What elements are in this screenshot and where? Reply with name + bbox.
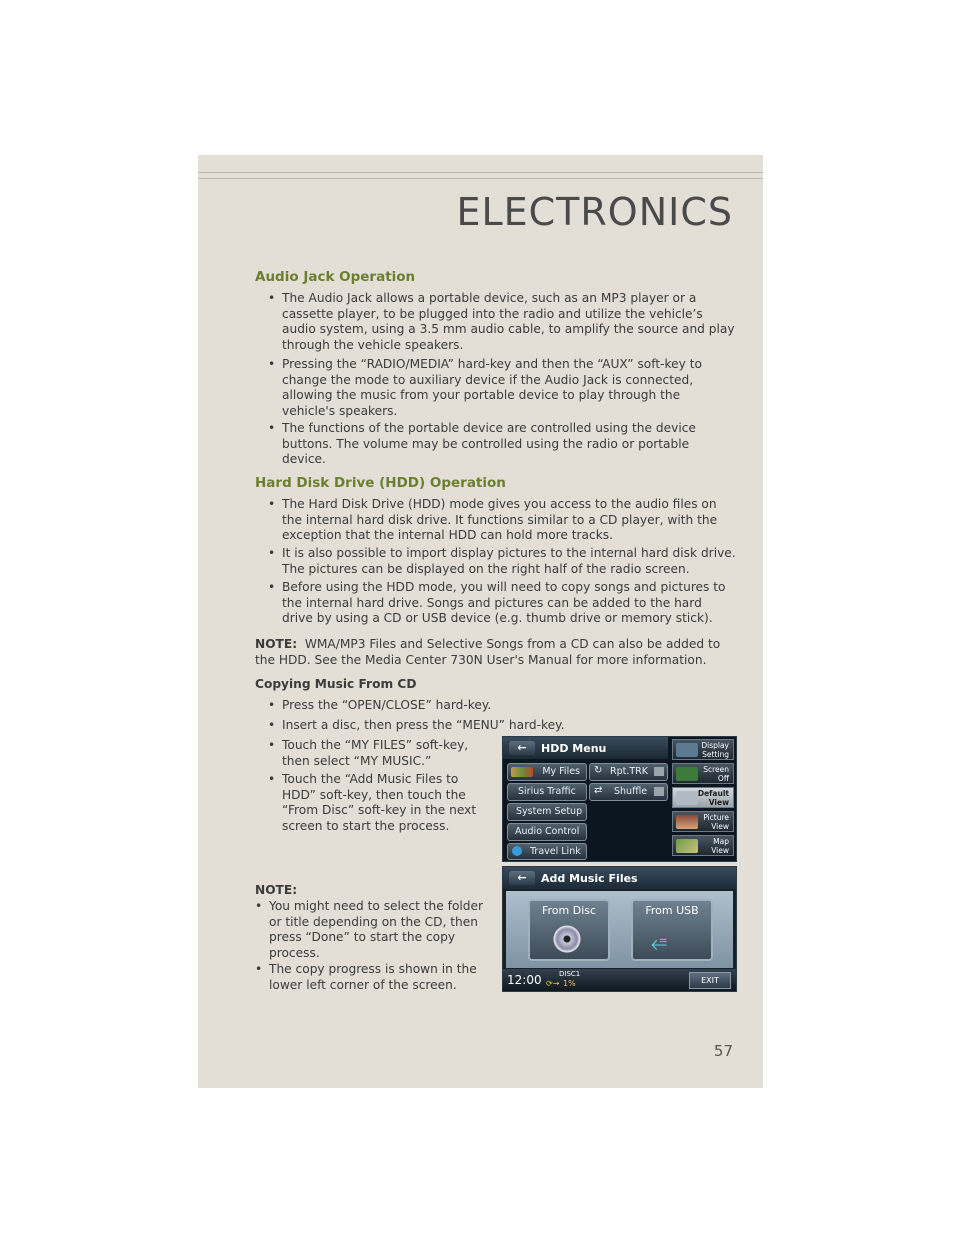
map-view-button[interactable]: Map View [672,835,734,856]
audio-jack-bullet-2: • Pressing the “RADIO/MEDIA” hard-key and then the “AUX” soft-key to change the mode to auxiliary device if the Audio Jack is connected, allowing the music from your portable device to play through the vehicle's speakers. [268,357,702,418]
add-music-header [503,867,736,889]
audio-jack-bullet-1: • The Audio Jack allows a portable device, such as an MP3 player or a cassette player, to be plugged into the radio and utilize the vehicle’s audio system, using a 3.5 mm audio cable, to amplify the source and play through the vehicle speakers. [268,291,735,352]
picture-view-icon [676,815,698,829]
hdd-menu-screenshot [502,736,737,862]
shuffle-icon: ⇄ [594,785,603,796]
clock: 12:00 [507,973,542,987]
add-music-title: Add Music Files [541,872,638,885]
display-setting-icon [676,743,698,757]
travel-link-icon [512,846,522,856]
screen-off-button[interactable]: Screen Off [672,763,734,784]
copy-progress: 1% [563,979,576,988]
shuffle-button[interactable]: ⇄ Shuffle [589,783,668,801]
exit-button[interactable]: EXIT [689,972,731,989]
disc-label: DISC1 [559,970,581,978]
repeat-icon: ↻ [594,765,603,776]
add-music-footer [503,969,736,991]
copying-bullet-4: • Touch the “Add Music Files to HDD” soft-key, then touch the “From Disc” soft-key in the next screen to start the process. [268,772,477,833]
default-view-icon [676,791,698,805]
section-title: ELECTRONICS [456,190,733,234]
map-view-icon [676,839,698,853]
copying-bullet-3: • Touch the “MY FILES” soft-key, then select “MY MUSIC.” [268,738,469,768]
default-view-button[interactable]: Default View [672,787,734,808]
system-setup-button[interactable]: System Setup [507,803,587,821]
hdd-heading: Hard Disk Drive (HDD) Operation [255,475,506,491]
screen-off-icon [676,767,698,781]
page-number: 57 [713,1042,733,1060]
repeat-checkbox[interactable] [654,767,664,776]
files-icon [511,767,533,777]
sirius-traffic-button[interactable]: Sirius Traffic [507,783,587,801]
from-disc-button[interactable]: From Disc [528,899,610,961]
note-2-label: NOTE: [255,883,298,897]
back-arrow-icon[interactable]: ← [509,741,535,755]
add-music-screenshot [502,866,737,992]
from-usb-button[interactable]: From USB ⭀ [631,899,713,961]
cd-icon [553,925,581,953]
add-music-body [506,891,733,968]
note-2-bullet-2: • The copy progress is shown in the lower left corner of the screen. [255,962,477,992]
copying-bullet-1: • Press the “OPEN/CLOSE” hard-key. [268,698,492,712]
hdd-menu-header [503,737,668,759]
note-1: NOTE: WMA/MP3 Files and Selective Songs from a CD can also be added to the HDD. See the Media Center 730N User's Manual for more information. [255,637,721,667]
repeat-track-button[interactable]: ↻ Rpt.TRK [589,763,668,781]
manual-page [198,155,763,1088]
copying-heading: Copying Music From CD [255,677,417,691]
picture-view-button[interactable]: Picture View [672,811,734,832]
shuffle-checkbox[interactable] [654,787,664,796]
back-arrow-icon[interactable]: ← [509,871,535,885]
hdd-menu-title: HDD Menu [541,742,607,755]
hdd-bullet-3: • Before using the HDD mode, you will need to copy songs and pictures to the internal hard drive. Songs and pictures can be added to the hard drive by using a CD or USB device (e.g. thumb drive or memory stick). [268,580,726,626]
hdd-bullet-2: • It is also possible to import display pictures to the internal hard disk drive. The pictures can be displayed on the right half of the radio screen. [268,546,736,576]
hdd-bullet-1: • The Hard Disk Drive (HDD) mode gives you access to the audio files on the internal hard disk drive. It functions similar to a CD player, with the exception that the internal HDD can hold more tracks. [268,497,718,543]
my-files-button[interactable]: My Files [507,763,587,781]
audio-control-button[interactable]: Audio Control [507,823,587,841]
usb-icon: ⭀ [651,931,667,955]
progress-icon: ⟳→ [546,979,560,988]
audio-jack-bullet-3: • The functions of the portable device are controlled using the device buttons. The volume may be controlled using the radio or portable device. [268,421,696,467]
copying-bullet-2: • Insert a disc, then press the “MENU” hard-key. [268,718,565,732]
travel-link-button[interactable]: Travel Link [507,843,587,860]
note-2-bullet-1: • You might need to select the folder or title depending on the CD, then press “Done” to start the copy process. [255,899,484,960]
display-setting-button[interactable]: Display Setting [672,739,734,760]
audio-jack-heading: Audio Jack Operation [255,269,416,285]
